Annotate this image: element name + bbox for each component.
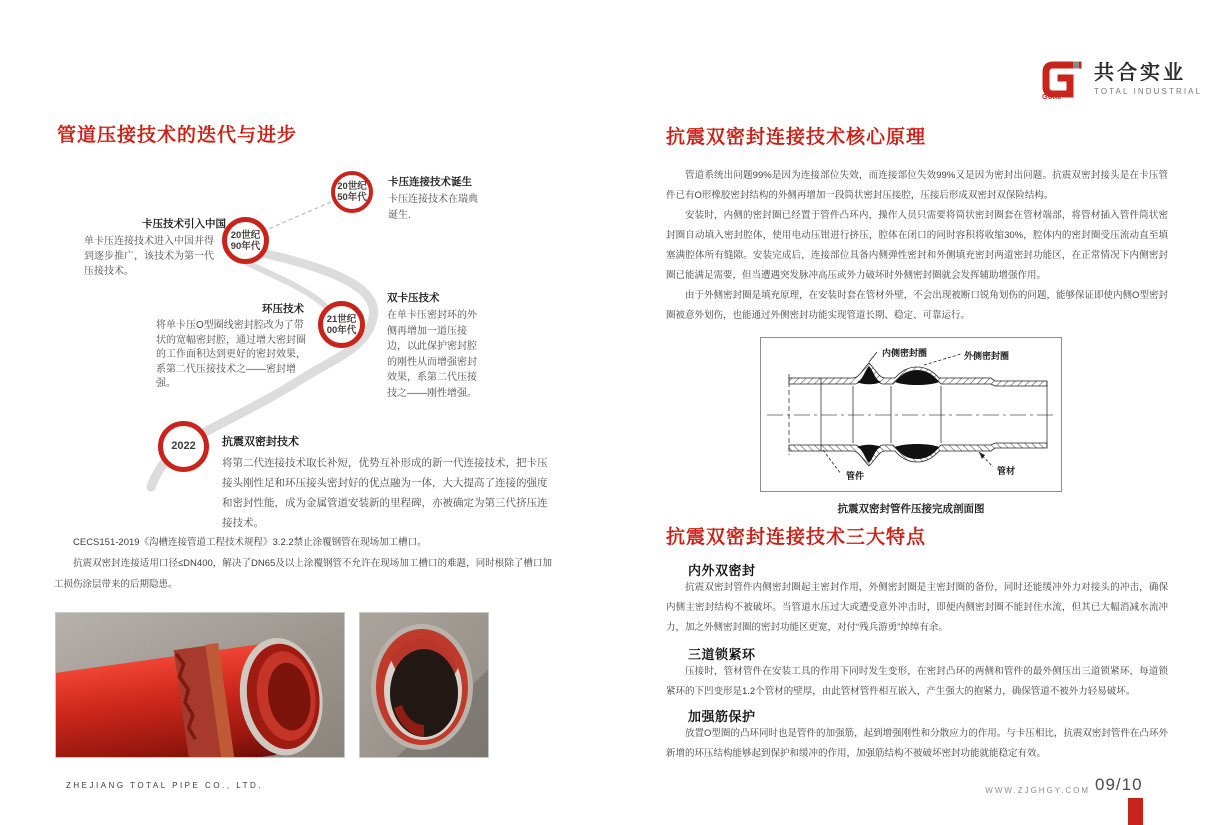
timeline-block-body: 单卡压连接技术进入中国并得到逐步推广，该技术为第一代压接技术。: [84, 236, 214, 277]
feature-paragraph: 抗震双密封管件内侧密封圈起主密封作用，外侧密封圈是主密封圈的备份，同时还能缓冲外力对接头的冲击，确保内侧主密封结构不被破坏。当管道水压过大或遭受意外冲击时，即便内侧密封圈不能封住水流，但其已大幅消减水流冲力，加之外侧密封圈的密封功能区更宽，对付“残兵游勇”绰绰有余。: [666, 582, 1168, 633]
era-line: 20世纪: [337, 181, 367, 192]
timeline-circle-2000s: [318, 301, 365, 348]
feature-heading-rib-protection: 加强筋保护: [688, 709, 756, 724]
footer-page-number: 09/10: [1095, 775, 1143, 794]
era-line: 21世纪: [326, 313, 357, 325]
core-principle-copy: [666, 166, 1168, 326]
note-paragraph: 抗震双密封连接适用口径≤DN400，解决了DN65及以上涂覆钢管不允许在现场加工槽口的难题，同时根除了槽口加工损伤涂层带来的后期隐患。: [54, 558, 552, 590]
brand-g-icon: [1040, 58, 1086, 104]
timeline-block-katya-birth: [388, 176, 486, 224]
core-paragraph: 由于外侧密封圈是填充原理，在安装时套在管材外壁，不会出现被断口锐角划伤的问题，能够保证即使内侧O型密封圈被意外划伤，也能通过外侧密封功能实现管道长期、稳定、可靠运行。: [666, 290, 1168, 321]
brand-name-cn: 共合实业: [1094, 62, 1186, 84]
footer-red-block: [1128, 798, 1143, 825]
timeline-block-body: 卡压连接技术在瑞典诞生.: [388, 194, 478, 221]
timeline-block-heading: 卡压连接技术诞生: [388, 176, 472, 188]
timeline-circle-2022: [158, 421, 209, 472]
core-principle-title: 抗震双密封连接技术核心原理: [666, 127, 927, 148]
timeline-block-double-press: [387, 292, 484, 401]
timeline-block-body: 将单卡压O型圈线密封腔改为了带状的宽幅密封腔，通过增大密封圈的工作面积达到更好的密封效果，系第二代压接技术之——密封增强。: [156, 320, 306, 389]
era-line: 50年代: [337, 192, 367, 203]
core-paragraph: 管道系统出问题99%是因为连接部位失效，而连接部位失效99%又是因为密封出问题。抗震双密封接头是在卡压管件已有O形橡胶密封结构的外侧再增加一段筒状密封压接腔，压接后形成双密封双保险结构。: [666, 170, 1168, 201]
timeline-block-body: 在单卡压密封环的外侧再增加一道压接边，以此保护密封腔的刚性从而增强密封效果，系第二代压接技之——刚性增强。: [387, 310, 477, 399]
timeline-block-heading: 环压技术: [262, 303, 304, 315]
brand-name-en: TOTAL INDUSTRIAL: [1094, 87, 1203, 96]
brand-logo: [1040, 58, 1203, 106]
timeline-block-heading: 卡压技术引入中国: [142, 218, 226, 230]
diagram-label-pipe: 管材: [997, 466, 1016, 476]
diagram-label-inner-seal: 内侧密封圈: [882, 348, 928, 358]
feature-body-rib-protection: [666, 724, 1168, 764]
photo-pipe-side-view: [55, 612, 345, 758]
feature-body-double-seal: [666, 578, 1168, 638]
left-page-notes: [54, 532, 552, 595]
footer-company-name: ZHEJIANG TOTAL PIPE CO., LTD.: [66, 781, 263, 790]
timeline-block-heading: 双卡压技术: [387, 292, 440, 304]
timeline-circle-1990s: [222, 217, 269, 264]
timeline-block-ring-press: [156, 303, 306, 392]
diagram-label-fitting: 管件: [846, 471, 865, 481]
note-paragraph: CECS151-2019《沟槽连接管道工程技术规程》3.2.2禁止涂覆钢管在现场加工槽口。: [73, 537, 427, 548]
timeline-block-heading: 抗震双密封技术: [222, 436, 299, 448]
timeline-block-intro-china: [84, 218, 226, 279]
feature-heading-lock-rings: 三道锁紧环: [688, 647, 756, 662]
timeline-block-body: 将第二代连接技术取长补短，优势互补形成的新一代连接技术，把卡压接头刚性足和环压接头密封好的优点融为一体，大大提高了连接的强度和密封性能，成为金属管道安装新的里程碑，亦被确定为第三代挤压连接技术。: [222, 457, 548, 529]
era-line: 00年代: [326, 324, 357, 336]
diagram-caption: 抗震双密封管件压接完成剖面图: [837, 503, 985, 515]
timeline-block-anti-seismic: [222, 436, 557, 533]
photo-pipe-end-view: [359, 612, 489, 758]
era-line: 20世纪: [230, 229, 261, 241]
brand-names: [1094, 58, 1202, 96]
feature-paragraph: 放置O型圈的凸环同时也是管件的加强筋，起到增强刚性和分散应力的作用。与卡压相比，抗震双密封管件在凸环外新增的环压结构能够起到保护和缓冲的作用，加强筋结构不被破坏密封功能就能稳定有效。: [666, 728, 1168, 759]
diagram-label-outer-seal: 外侧密封圈: [964, 351, 1010, 361]
features-title: 抗震双密封连接技术三大特点: [666, 527, 927, 548]
feature-body-lock-rings: [666, 662, 1168, 702]
timeline-circle-1950s: [331, 171, 373, 213]
footer-website: WWW.ZJGHGY.COM: [985, 786, 1090, 795]
feature-paragraph: 压接时，管材管件在安装工具的作用下同时发生变形，在密封凸环的两侧和管件的最外侧压出三道锁紧环，每道锁紧环的下凹变形是1.2个管材的壁厚，由此管材管件相互嵌入，产生强大的抱紧力，确保管道不被外力轻易破坏。: [666, 666, 1168, 697]
era-line: 2022: [171, 440, 196, 452]
core-paragraph: 安装时，内侧的密封圈已经置于管件凸环内，操作人员只需要将筒状密封圈套在管材端部，将管材插入管件筒状密封圈自动填入密封腔体，使用电动压钳进行挤压，腔体在闭口的同时容积将收缩30%，腔体内的密封圈受压流动直至填塞满腔体所有缝隙。安装完成后，连接部位具备内侧弹性密封和外侧填充密封两道密封功能区，在正常情况下内侧密封圈已能满足需要，但当遭遇突发脉冲高压或外力破坏时外侧密封圈就会发挥辅助增强作用。: [666, 210, 1168, 281]
press-joint-section-diagram: [760, 337, 1062, 492]
brand-sub-label: Gohe: [1042, 94, 1062, 101]
feature-heading-double-seal: 内外双密封: [688, 563, 756, 578]
left-page-title: 管道压接技术的迭代与进步: [57, 125, 298, 146]
era-line: 90年代: [230, 240, 261, 252]
